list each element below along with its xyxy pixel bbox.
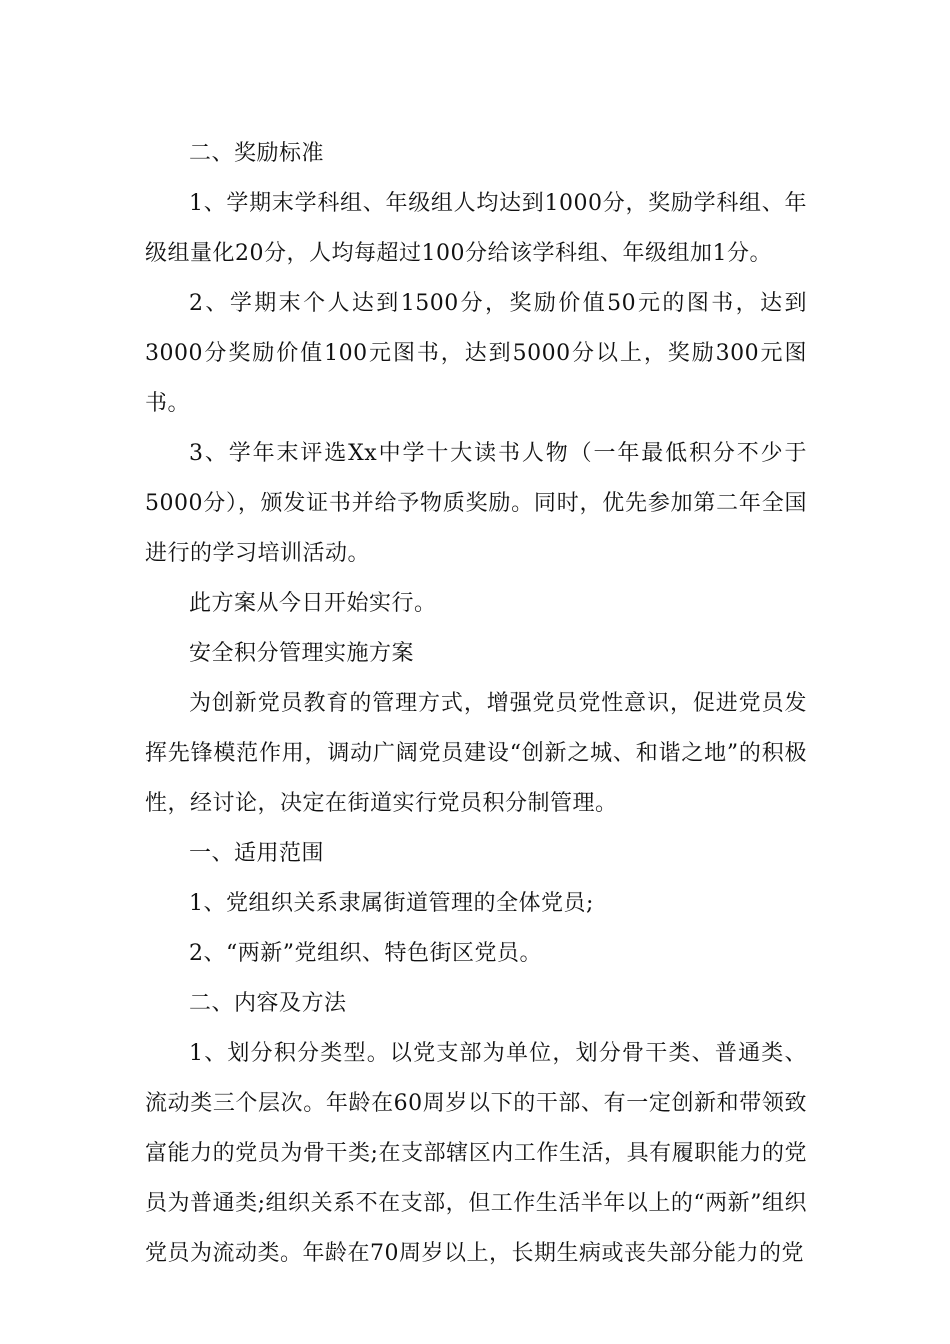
method-item-1: 1、划分积分类型。以党支部为单位，划分骨干类、普通类、流动类三个层次。年龄在60周岁以下的干部、有一定创新和带领致富能力的党员为骨干类;在支部辖区内工作生活，具有履职能力的党员为普通类;组织关系不在支部，但工作生活半年以上的“两新”组织党员为流动类。年龄在70周岁以上，长期生病或丧失部分能力的党: [145, 1041, 807, 1266]
document-body: [145, 129, 807, 1279]
reward-item-3: 3、学年末评选Xx中学十大读书人物（一年最低积分不少于5000分），颁发证书并给予物质奖励。同时，优先参加第二年全国进行的学习培训活动。: [145, 441, 807, 566]
scope-item-1: 1、党组织关系隶属街道管理的全体党员;: [189, 891, 594, 916]
effective-date-note: 此方案从今日开始实行。: [189, 591, 437, 616]
section-heading-scope: 一、适用范围: [189, 841, 325, 866]
reward-item-1: 1、学期末学科组、年级组人均达到1000分，奖励学科组、年级组量化20分，人均每超过100分给该学科组、年级组加1分。: [145, 191, 807, 266]
reward-item-2: 2、学期末个人达到1500分，奖励价值50元的图书，达到3000分奖励价值100元图书，达到5000分以上，奖励300元图书。: [145, 291, 807, 416]
scope-item-2: 2、“两新”党组织、特色街区党员。: [189, 941, 542, 966]
section-heading-methods: 二、内容及方法: [189, 991, 347, 1016]
intro-paragraph: 为创新党员教育的管理方式，增强党员党性意识，促进党员发挥先锋模范作用，调动广阔党员建设“创新之城、和谐之地”的积极性，经讨论，决定在街道实行党员积分制管理。: [145, 691, 807, 816]
section-heading-rewards: 二、奖励标准: [189, 141, 325, 166]
document-title: 安全积分管理实施方案: [189, 641, 415, 666]
